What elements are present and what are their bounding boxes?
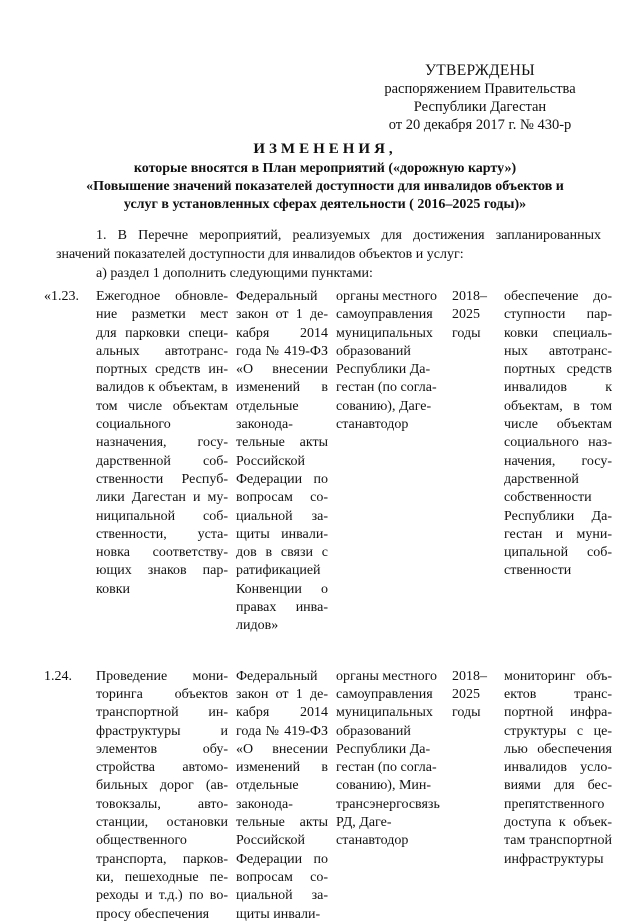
activity-cell: Ежегодное обновление разметки мест для парковки специальных автотранспортных средств инвалидов к объектам, в том числе объектам социального назначения, государственной собственности Республики Дагестан и муниципальной собственности, установка соответствующих знаков парковки <box>96 289 228 597</box>
approval-line-2: Республики Дагестан <box>413 99 547 115</box>
intro-text <box>56 226 601 283</box>
legal-basis-cell: Федеральный закон от 1 декабря 2014 года № 419-ФЗ «О внесении изменений в отдельные законодательные акты Российской Федерации по вопросам социальной защиты инвали- <box>236 668 328 922</box>
approval-heading: УТВЕРЖДЕНЫ <box>425 62 535 79</box>
row-number: «1.23. <box>44 289 79 304</box>
title-main: ИЗМЕНЕНИЯ, <box>253 141 397 157</box>
title-sub-1: которые вносятся в План мероприятий («дорожную карту») <box>133 161 517 176</box>
period-cell: 2018– 2025 годы <box>452 668 487 721</box>
legal-basis-cell: Федеральный закон от 1 декабря 2014 года № 419-ФЗ «О внесении изменений в отдельные законодательные акты Российской Федерации по вопросам социальной защиты инвалидов в связи с ратификацией Конвенции о правах инвалидов» <box>236 289 328 634</box>
title-sub-2: «Повышение значений показателей доступности для инвалидов объектов и <box>86 179 564 194</box>
responsible-cell: органы местного самоуправления муниципальных образований Республики Дагестан (по согласованию), Дагестанавтодор <box>336 289 437 433</box>
result-cell: мониторинг объектов транспортной инфраструктуры с целью обеспечения инвалидов условиями для беспрепятственного доступа к объектам транспортной инфраструктуры <box>504 668 612 867</box>
approval-line-3: от 20 декабря 2017 г. № 430-р <box>388 117 572 133</box>
title-sub-3: услуг в установленных сферах деятельности ( 2016–2025 годы)» <box>123 197 527 212</box>
period-cell: 2018– 2025 годы <box>452 289 487 341</box>
intro-paragraph-1: 1. В Перечне мероприятий, реализуемых для достижения запланированных значений показателей доступности для инвалидов объектов и услуг: <box>56 228 601 262</box>
activity-cell: Проведение мониторинга объектов транспортной инфраструктуры и элементов обустройства автомобильных дорог (автовокзалы, автостанции, остановки общественного транспорта, парковки, пешеходные переходы и т.д.) по вопросу обеспечения <box>96 668 228 922</box>
intro-paragraph-2: а) раздел 1 дополнить следующими пунктами: <box>96 266 373 281</box>
table-row <box>44 288 616 636</box>
document-title <box>60 140 590 214</box>
responsible-cell: органы местного самоуправления муниципальных образований Республики Дагестан (по согласованию), Минтрансэнергосвязь РД, Дагестанавтодор <box>336 668 440 849</box>
result-cell: обеспечение доступности парковки специальных автотранспортных средств инвалидов к объектам, в том числе объектам социального назначения, государственной собственности Республики Дагестан и муниципальной собственности <box>504 289 612 579</box>
approval-line-1: распоряжением Правительства <box>384 81 576 97</box>
measures-table <box>44 288 616 924</box>
table-row <box>44 668 616 924</box>
row-number: 1.24. <box>44 668 72 684</box>
approval-stamp <box>370 62 590 134</box>
row-spacer <box>44 636 616 668</box>
